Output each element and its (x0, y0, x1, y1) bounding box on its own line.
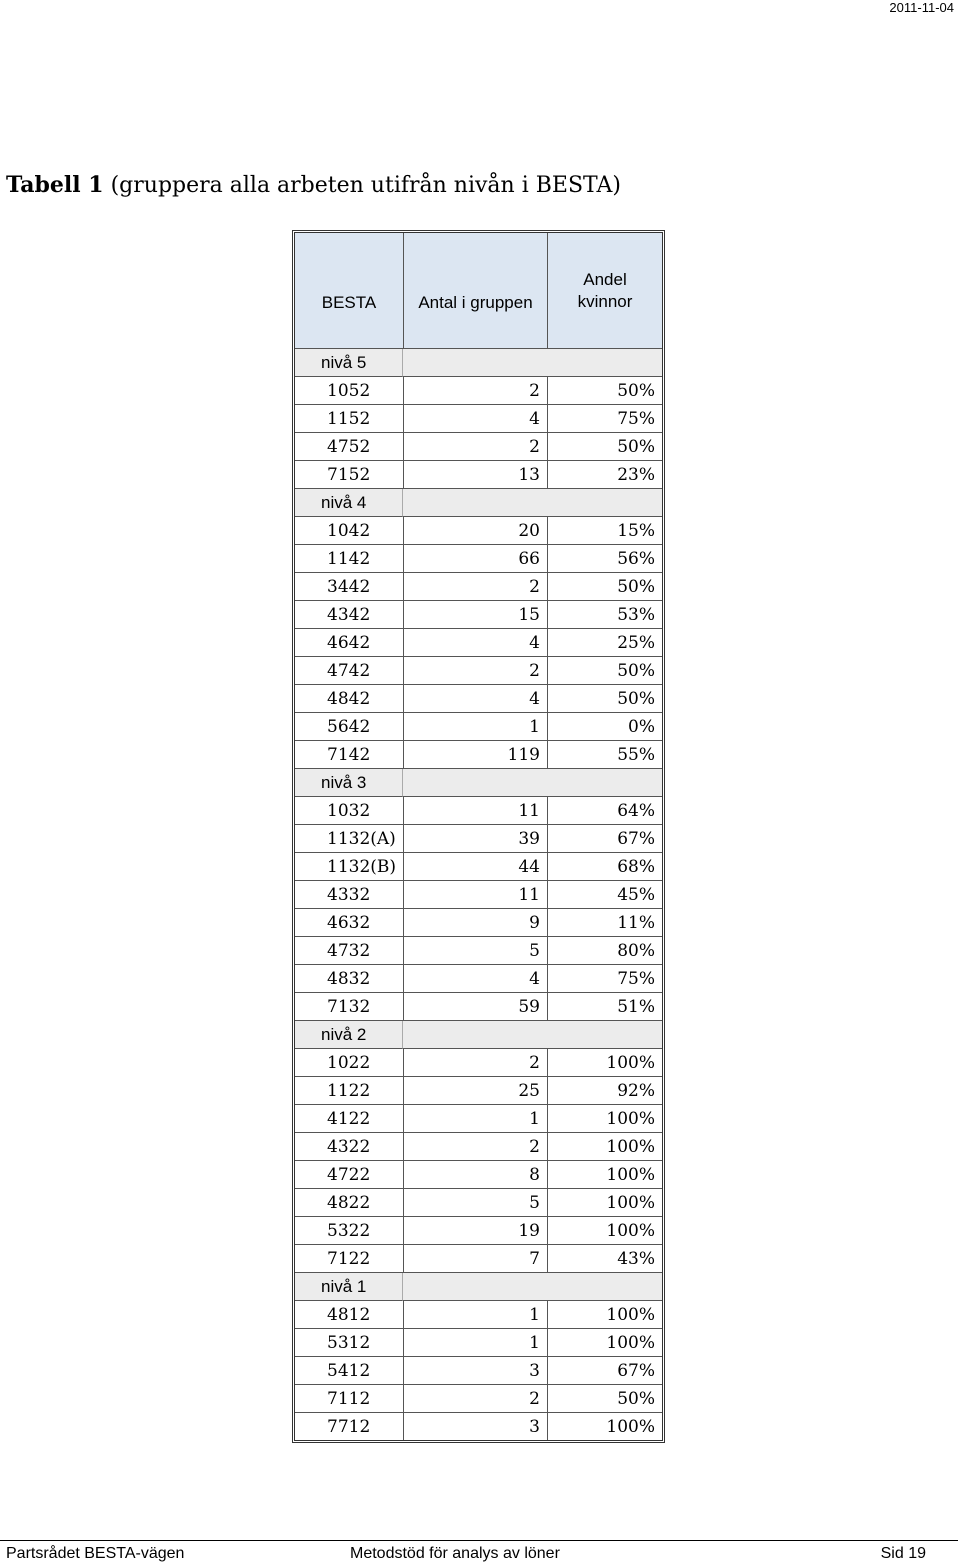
besta-code-cell: 5412 (295, 1357, 403, 1385)
count-cell: 25 (403, 1077, 547, 1105)
share-women-cell: 0% (547, 713, 662, 741)
level-label: nivå 2 (295, 1021, 403, 1049)
count-cell: 4 (403, 965, 547, 993)
column-header-count: Antal i gruppen (403, 233, 547, 349)
level-row (295, 349, 662, 377)
table-row (295, 601, 662, 629)
share-women-cell: 53% (547, 601, 662, 629)
caption-number: Tabell 1 (6, 172, 104, 198)
besta-code-cell: 1132(A) (295, 825, 403, 853)
count-cell: 4 (403, 629, 547, 657)
table-row (295, 1077, 662, 1105)
table-row (295, 433, 662, 461)
table-row (295, 377, 662, 405)
column-header-besta: BESTA (295, 233, 403, 349)
table-row (295, 1357, 662, 1385)
count-cell: 1 (403, 713, 547, 741)
besta-code-cell: 7142 (295, 741, 403, 769)
share-women-cell: 55% (547, 741, 662, 769)
share-women-cell: 50% (547, 685, 662, 713)
level-filler (403, 489, 662, 517)
share-women-cell: 100% (547, 1189, 662, 1217)
count-cell: 119 (403, 741, 547, 769)
share-women-cell: 43% (547, 1245, 662, 1273)
count-cell: 2 (403, 1049, 547, 1077)
share-women-cell: 68% (547, 853, 662, 881)
besta-code-cell: 5642 (295, 713, 403, 741)
level-label: nivå 1 (295, 1273, 403, 1301)
count-cell: 3 (403, 1357, 547, 1385)
besta-code-cell: 1122 (295, 1077, 403, 1105)
table-row (295, 405, 662, 433)
count-cell: 2 (403, 1133, 547, 1161)
share-women-cell: 67% (547, 1357, 662, 1385)
share-women-cell: 100% (547, 1301, 662, 1329)
count-cell: 5 (403, 937, 547, 965)
besta-code-cell: 4642 (295, 629, 403, 657)
table-row (295, 1049, 662, 1077)
table-body (295, 349, 662, 1440)
count-cell: 4 (403, 405, 547, 433)
table-row (295, 517, 662, 545)
table-row (295, 1189, 662, 1217)
table-row (295, 825, 662, 853)
besta-code-cell: 7712 (327, 1416, 371, 1437)
table-row (295, 1245, 662, 1273)
count-cell: 3 (403, 1413, 547, 1440)
share-women-cell: 100% (547, 1217, 662, 1245)
table-row (295, 1301, 662, 1329)
share-women-cell: 75% (547, 965, 662, 993)
share-women-cell: 92% (547, 1077, 662, 1105)
count-cell: 1 (403, 1105, 547, 1133)
table-row (295, 1161, 662, 1189)
besta-code-cell: 1142 (295, 545, 403, 573)
share-women-cell: 100% (547, 1105, 662, 1133)
table-row (295, 573, 662, 601)
count-cell: 2 (403, 377, 547, 405)
besta-table (292, 230, 665, 1443)
column-header-share-women (547, 233, 662, 349)
besta-code-cell: 4832 (295, 965, 403, 993)
table-row (295, 853, 662, 881)
table-row (295, 545, 662, 573)
level-filler (403, 1021, 662, 1049)
besta-code-cell: 5322 (295, 1217, 403, 1245)
level-row (295, 1021, 662, 1049)
besta-code-cell: 7122 (295, 1245, 403, 1273)
besta-code-cell: 4122 (295, 1105, 403, 1133)
count-cell: 2 (403, 573, 547, 601)
count-cell: 2 (403, 657, 547, 685)
level-row (295, 1273, 662, 1301)
count-cell: 11 (403, 881, 547, 909)
document-date: 2011-11-04 (889, 0, 954, 15)
footer-center: Metodstöd för analys av löner (350, 1545, 560, 1562)
besta-code-cell: 7152 (295, 461, 403, 489)
share-women-cell: 80% (547, 937, 662, 965)
count-cell: 8 (403, 1161, 547, 1189)
table-row (295, 461, 662, 489)
share-women-cell: 23% (547, 461, 662, 489)
besta-code-cell: 4722 (295, 1161, 403, 1189)
table-row (295, 741, 662, 769)
besta-code-cell: 4822 (295, 1189, 403, 1217)
besta-code-cell: 1132(B) (295, 853, 403, 881)
table-row (295, 937, 662, 965)
besta-code-cell: 1032 (295, 797, 403, 825)
footer-page-number: Sid 19 (880, 1545, 926, 1562)
share-women-cell: 50% (547, 377, 662, 405)
table-row (295, 797, 662, 825)
besta-code-cell: 4752 (295, 433, 403, 461)
besta-code-cell: 1052 (295, 377, 403, 405)
share-women-cell: 56% (547, 545, 662, 573)
count-cell: 2 (403, 433, 547, 461)
table-row (295, 1385, 662, 1413)
besta-code-cell: 4732 (295, 937, 403, 965)
table-row (295, 1413, 662, 1440)
count-cell: 19 (403, 1217, 547, 1245)
table-row (295, 965, 662, 993)
level-row (295, 769, 662, 797)
share-women-cell: 100% (547, 1413, 662, 1440)
besta-code-cell: 4812 (295, 1301, 403, 1329)
table-row (295, 1133, 662, 1161)
besta-code-cell: 4322 (295, 1133, 403, 1161)
count-cell: 39 (403, 825, 547, 853)
table-header-row (295, 233, 662, 349)
count-cell: 15 (403, 601, 547, 629)
count-cell: 9 (403, 909, 547, 937)
level-filler (403, 769, 662, 797)
share-women-cell: 45% (547, 881, 662, 909)
level-label: nivå 3 (295, 769, 403, 797)
besta-code-cell: 4342 (295, 601, 403, 629)
share-women-cell: 50% (547, 657, 662, 685)
besta-code-cell: 1042 (295, 517, 403, 545)
table-row (295, 629, 662, 657)
share-women-cell: 67% (547, 825, 662, 853)
share-women-cell: 11% (547, 909, 662, 937)
count-cell: 2 (403, 1385, 547, 1413)
table-row (295, 881, 662, 909)
share-women-cell: 25% (547, 629, 662, 657)
share-women-cell: 50% (547, 433, 662, 461)
besta-code-cell: 7112 (295, 1385, 403, 1413)
column-header-share-women-text: Andel kvinnor (577, 269, 633, 311)
count-cell: 66 (403, 545, 547, 573)
caption-text: (gruppera alla arbeten utifrån nivån i BESTA) (103, 173, 621, 198)
share-women-cell: 100% (547, 1161, 662, 1189)
table-row (295, 657, 662, 685)
count-cell: 1 (403, 1301, 547, 1329)
count-cell: 13 (403, 461, 547, 489)
page-footer (0, 1540, 958, 1565)
besta-code-cell: 4842 (295, 685, 403, 713)
count-cell: 59 (403, 993, 547, 1021)
count-cell: 11 (403, 797, 547, 825)
footer-left: Partsrådet BESTA-vägen (6, 1545, 185, 1562)
count-cell: 4 (403, 685, 547, 713)
level-row (295, 489, 662, 517)
besta-code-cell: 5312 (295, 1329, 403, 1357)
count-cell: 5 (403, 1189, 547, 1217)
besta-code-cell: 1022 (295, 1049, 403, 1077)
share-women-cell: 100% (547, 1133, 662, 1161)
besta-code-cell: 3442 (295, 573, 403, 601)
share-women-cell: 50% (547, 573, 662, 601)
besta-code-cell: 1152 (295, 405, 403, 433)
count-cell: 1 (403, 1329, 547, 1357)
count-cell: 20 (403, 517, 547, 545)
table-row (295, 993, 662, 1021)
level-filler (403, 1273, 662, 1301)
table-row (295, 1329, 662, 1357)
table-row (295, 685, 662, 713)
level-label: nivå 4 (295, 489, 403, 517)
level-label: nivå 5 (295, 349, 403, 377)
share-women-cell: 100% (547, 1329, 662, 1357)
table-row (295, 1105, 662, 1133)
count-cell: 44 (403, 853, 547, 881)
besta-code-cell: 7132 (295, 993, 403, 1021)
table-caption (6, 172, 621, 198)
besta-code-cell: 4632 (295, 909, 403, 937)
share-women-cell: 51% (547, 993, 662, 1021)
share-women-cell: 75% (547, 405, 662, 433)
table-row (295, 909, 662, 937)
share-women-cell: 100% (547, 1049, 662, 1077)
table-row (295, 713, 662, 741)
share-women-cell: 64% (547, 797, 662, 825)
level-filler (403, 349, 662, 377)
besta-code-cell: 4332 (295, 881, 403, 909)
share-women-cell: 50% (547, 1385, 662, 1413)
share-women-cell: 15% (547, 517, 662, 545)
count-cell: 7 (403, 1245, 547, 1273)
besta-code-cell: 4742 (295, 657, 403, 685)
table-row (295, 1217, 662, 1245)
